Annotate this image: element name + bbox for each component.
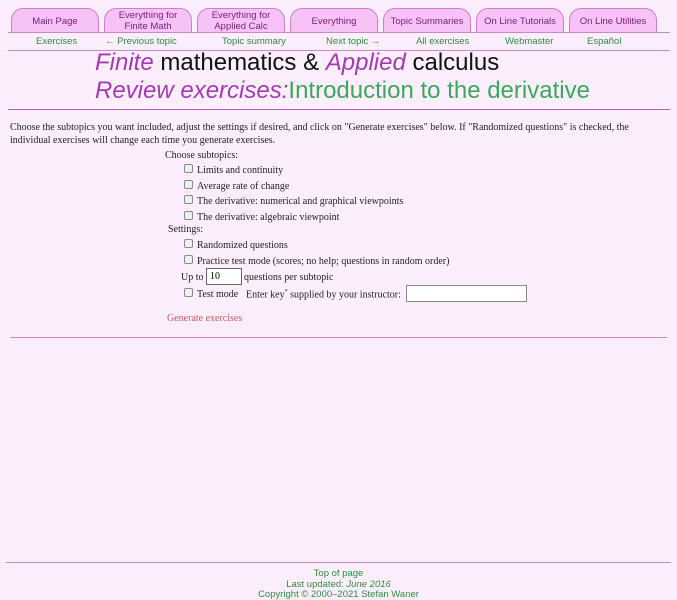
content-divider: [10, 337, 667, 338]
test-mode-checkbox[interactable]: [184, 288, 193, 297]
practice-test-label: Practice test mode (scores; no help; questions in random order): [197, 256, 450, 267]
footer-updated-date: June 2016: [346, 579, 391, 590]
title-applied: Applied: [325, 49, 406, 76]
footer-divider: [6, 562, 671, 563]
subnav-espanol[interactable]: Español: [587, 36, 622, 47]
key-footnote-mark: *: [284, 289, 288, 295]
practice-test-checkbox[interactable]: [184, 255, 193, 264]
randomized-label: Randomized questions: [197, 240, 288, 251]
tab-everything-finite-math[interactable]: Everything for Finite Math: [104, 8, 192, 33]
subtopic-label-derivative-numerical: The derivative: numerical and graphical viewpoints: [197, 196, 404, 207]
per-subtopic-label: questions per subtopic: [244, 272, 334, 283]
top-tab-bar: [0, 0, 677, 33]
instructor-key-input[interactable]: [406, 285, 527, 302]
title-finite: Finite: [95, 49, 154, 76]
enter-key-label: [246, 289, 401, 300]
tab-online-utilities[interactable]: On Line Utilities: [569, 8, 657, 33]
subnav-next-topic[interactable]: Next topic →: [326, 36, 381, 47]
subnav-topic-summary[interactable]: Topic summary: [222, 36, 286, 47]
subtopic-checkbox-derivative-algebraic[interactable]: [184, 211, 193, 220]
page-title: [95, 49, 499, 77]
subtopic-checkbox-derivative-numerical[interactable]: [184, 195, 193, 204]
footer-updated-label: Last updated:: [286, 579, 344, 590]
subnav-webmaster[interactable]: Webmaster: [505, 36, 554, 47]
enter-key-text: Enter key: [246, 289, 285, 301]
footer-top-link[interactable]: Top of page: [313, 568, 364, 579]
tab-online-tutorials[interactable]: On Line Tutorials: [476, 8, 564, 33]
footer-copyright: Copyright © 2000–2021 Stefan Waner: [258, 589, 419, 600]
tab-main-page[interactable]: Main Page: [11, 8, 99, 33]
subtopic-label-derivative-algebraic: The derivative: algebraic viewpoint: [197, 212, 340, 223]
subnav-all-exercises[interactable]: All exercises: [416, 36, 470, 47]
title-divider: [8, 109, 670, 110]
tab-everything[interactable]: Everything: [290, 8, 378, 33]
up-to-label: Up to: [181, 272, 204, 283]
subtopic-label-limits: Limits and continuity: [197, 165, 284, 176]
subnav-previous-topic[interactable]: ← Previous topic: [105, 36, 177, 47]
subtitle-review: Review exercises:: [95, 77, 289, 104]
tab-everything-applied-calc[interactable]: Everything for Applied Calc: [197, 8, 285, 33]
subtopic-label-average-rate: Average rate of change: [197, 181, 290, 192]
subtopics-heading: Choose subtopics:: [165, 150, 239, 161]
subtopic-checkbox-average-rate[interactable]: [184, 180, 193, 189]
title-mathematics: mathematics &: [160, 49, 320, 76]
tab-divider: [8, 32, 670, 33]
supplied-text: supplied by your instructor:: [290, 289, 401, 301]
tab-topic-summaries[interactable]: Topic Summaries: [383, 8, 471, 33]
randomized-checkbox[interactable]: [184, 239, 193, 248]
subtitle-topic: Introduction to the derivative: [288, 77, 590, 104]
subnav-exercises[interactable]: Exercises: [36, 36, 78, 47]
intro-text: Choose the subtopics you want included, adjust the settings if desired, and click on "Generate exercises" below. If "Randomized questions" is checked, the individual exercises will change each time you generate exercises.: [10, 122, 629, 146]
page-subtitle: [95, 77, 590, 105]
generate-exercises-button[interactable]: Generate exercises: [167, 313, 243, 324]
test-mode-label: Test mode: [197, 289, 239, 300]
title-calculus: calculus: [412, 49, 500, 76]
settings-heading: Settings:: [168, 224, 204, 235]
subtopic-checkbox-limits[interactable]: [184, 164, 193, 173]
questions-count-input[interactable]: [206, 268, 242, 285]
